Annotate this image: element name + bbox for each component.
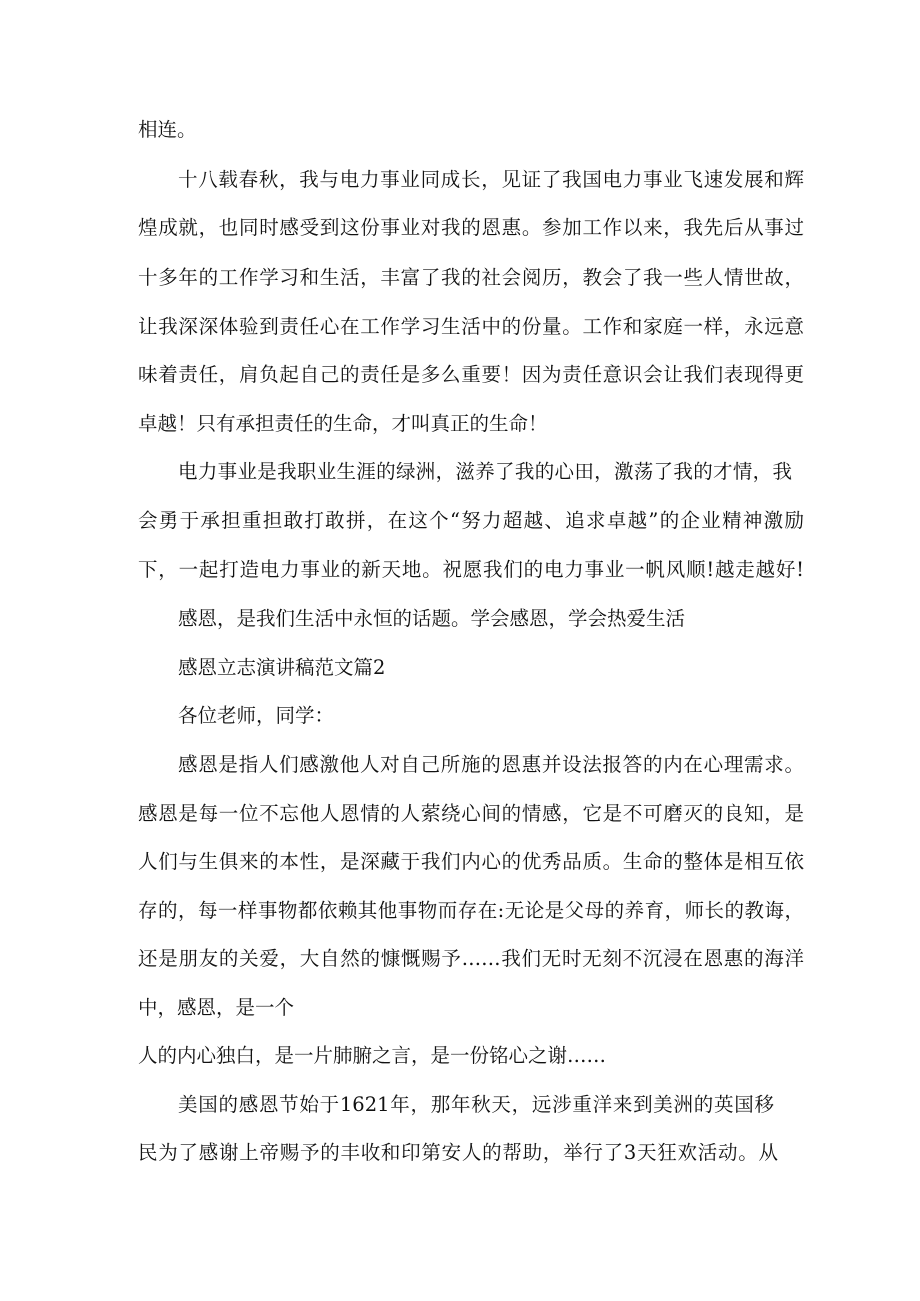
text-line: 下，一起打造电力事业的新天地。祝愿我们的电力事业一帆风顺!越走越好! — [138, 558, 804, 581]
text-line: 卓越！只有承担责任的生命，才叫真正的生命！ — [138, 412, 548, 435]
section-heading: 感恩立志演讲稿范文篇2 — [178, 656, 386, 679]
text-line: 味着责任，肩负起自己的责任是多么重要！因为责任意识会让我们表现得更 — [138, 363, 804, 386]
text-line: 让我深深体验到责任心在工作学习生活中的份量。工作和家庭一样，永远意 — [138, 315, 804, 338]
paragraph-first-line: 电力事业是我职业生涯的绿洲，滋养了我的心田，激荡了我的才情，我 — [178, 460, 792, 483]
text-line: 民为了感谢上帝赐予的丰收和印第安人的帮助，举行了3天狂欢活动。从 — [138, 1141, 778, 1164]
paragraph-first-line: 美国的感恩节始于1621年，那年秋天，远涉重洋来到美洲的英国移 — [178, 1093, 774, 1116]
text-line: 感恩，是我们生活中永恒的话题。学会感恩，学会热爱生活 — [178, 607, 686, 630]
text-line: 中，感恩，是一个 — [138, 996, 295, 1019]
paragraph-first-line: 感恩是指人们感激他人对自己所施的恩惠并设法报答的内在心理需求。 — [178, 753, 804, 776]
text-line: 煌成就，也同时感受到这份事业对我的恩惠。参加工作以来，我先后从事过 — [138, 216, 804, 239]
text-line: 会勇于承担重担敢打敢拼，在这个“努力超越、追求卓越”的企业精神激励 — [138, 509, 804, 532]
text-line: 感恩是每一位不忘他人恩情的人萦绕心间的情感，它是不可磨灭的良知，是 — [138, 802, 804, 825]
text-line: 存的，每一样事物都依赖其他事物而存在:无论是父母的养育，师长的教诲， — [138, 899, 804, 922]
paragraph-first-line: 十八载春秋，我与电力事业同成长，见证了我国电力事业飞速发展和辉 — [178, 168, 804, 191]
text-line: 人的内心独白，是一片肺腑之言，是一份铭心之谢…… — [138, 1044, 607, 1067]
text-line: 相连。 — [138, 118, 197, 141]
text-line: 十多年的工作学习和生活，丰富了我的社会阅历，教会了我一些人情世故， — [138, 266, 804, 289]
salutation: 各位老师，同学： — [178, 704, 335, 727]
text-line: 人们与生俱来的本性，是深藏于我们内心的优秀品质。生命的整体是相互依 — [138, 850, 804, 873]
text-line: 还是朋友的关爱，大自然的慷慨赐予……我们无时无刻不沉浸在恩惠的海洋 — [138, 947, 804, 970]
